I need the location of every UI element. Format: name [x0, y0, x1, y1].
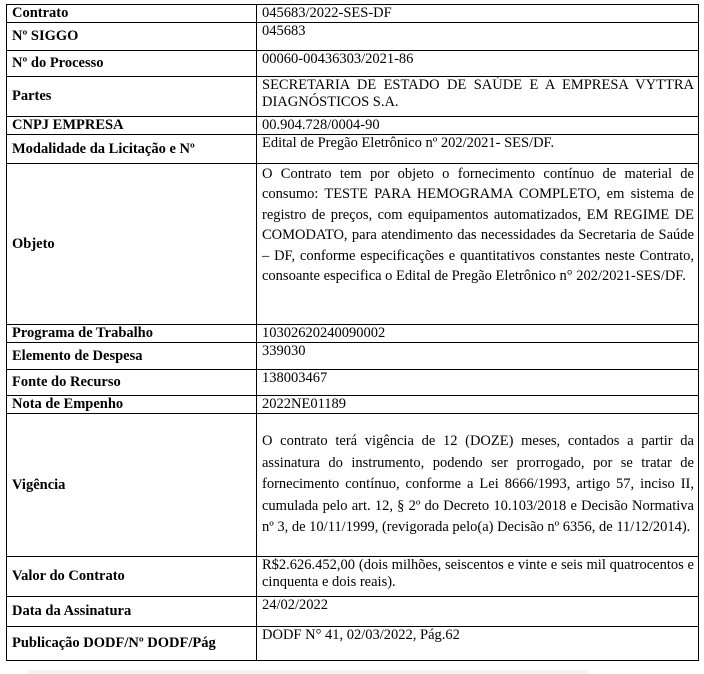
row-label-processo: Nº do Processo	[7, 51, 257, 77]
row-label-publicacao: Publicação DODF/Nº DODF/Pág	[7, 627, 257, 661]
row-label-elemento: Elemento de Despesa	[7, 343, 257, 370]
table-row	[7, 5, 699, 23]
table-row	[7, 370, 699, 396]
row-value-objeto: O Contrato tem por objeto o fornecimento contínuo de material de consumo: TESTE PARA HEMOGRAMA COMPLETO, em sistema de registro de preços, com equipamentos automatizados, EM REGIME DE COMODATO, para atendimento das necessidades da Secretaria de Saúde – DF, conforme especificações e quantitativos constantes neste Contrato, consoante especifica o Edital de Pregão Eletrônico n° 202/2021-SES/DF.	[257, 164, 699, 325]
table-row	[7, 343, 699, 370]
table-row	[7, 414, 699, 557]
row-value-valor: R$2.626.452,00 (dois milhões, seiscentos e vinte e seis mil quatrocentos e cinquenta e dois reais).	[257, 557, 699, 597]
row-label-siggo: Nº SIGGO	[7, 23, 257, 51]
row-value-vigencia: O contrato terá vigência de 12 (DOZE) meses, contados a partir da assinatura do instrumento, podendo ser prorrogado, por se tratar de fornecimento contínuo, conforme a Lei 8666/1993, artigo 57, inciso II, cumulada pelo art. 12, § 2º do Decreto 10.103/2018 e Decisão Normativa nº 3, de 10/11/1999, (revigorada pelo(a) Decisão nº 6356, de 11/12/2014).	[257, 414, 699, 557]
bottom-strip	[28, 670, 588, 674]
table-row	[7, 117, 699, 135]
row-label-modalidade: Modalidade da Licitação e Nº	[7, 135, 257, 164]
contract-summary-table	[6, 4, 699, 661]
row-value-cnpj: 00.904.728/0004-90	[257, 117, 699, 135]
row-value-elemento: 339030	[257, 343, 699, 370]
table-row	[7, 135, 699, 164]
table-row	[7, 164, 699, 325]
row-value-siggo: 045683	[257, 23, 699, 51]
row-label-programa: Programa de Trabalho	[7, 325, 257, 343]
row-label-empenho: Nota de Empenho	[7, 396, 257, 414]
row-value-partes: SECRETARIA DE ESTADO DE SAÚDE E A EMPRESA VYTTRA DIAGNÓSTICOS S.A.	[257, 77, 699, 117]
row-value-modalidade: Edital de Pregão Eletrônico nº 202/2021- SES/DF.	[257, 135, 699, 164]
table-row	[7, 396, 699, 414]
table-row	[7, 77, 699, 117]
row-label-objeto: Objeto	[7, 164, 257, 325]
row-value-contrato: 045683/2022-SES-DF	[257, 5, 699, 23]
row-label-valor: Valor do Contrato	[7, 557, 257, 597]
row-label-contrato: Contrato	[7, 5, 257, 23]
row-label-fonte: Fonte do Recurso	[7, 370, 257, 396]
row-value-data: 24/02/2022	[257, 597, 699, 627]
table-row	[7, 23, 699, 51]
table-row	[7, 557, 699, 597]
table-row	[7, 325, 699, 343]
row-label-partes: Partes	[7, 77, 257, 117]
table-row	[7, 51, 699, 77]
row-label-cnpj: CNPJ EMPRESA	[7, 117, 257, 135]
table-row	[7, 597, 699, 627]
row-value-programa: 10302620240090002	[257, 325, 699, 343]
row-value-processo: 00060-00436303/2021-86	[257, 51, 699, 77]
row-value-empenho: 2022NE01189	[257, 396, 699, 414]
row-value-fonte: 138003467	[257, 370, 699, 396]
row-value-publicacao: DODF N° 41, 02/03/2022, Pág.62	[257, 627, 699, 661]
row-label-data: Data da Assinatura	[7, 597, 257, 627]
table-row	[7, 627, 699, 661]
row-label-vigencia: Vigência	[7, 414, 257, 557]
